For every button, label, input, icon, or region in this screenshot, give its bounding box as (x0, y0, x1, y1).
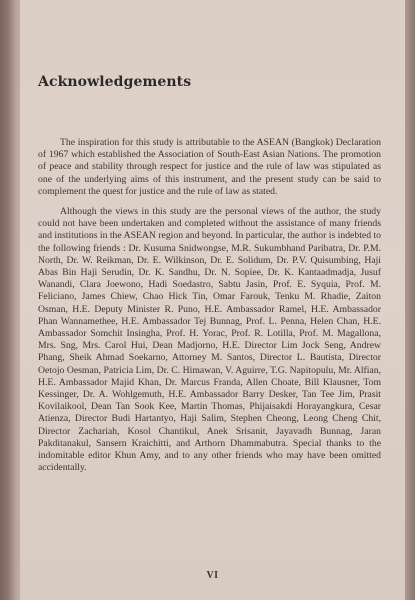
paragraph-inspiration: The inspiration for this study is attributable to the ASEAN (Bangkok) Declaration of 1967 which established the Association of South-East Asian Nations. The promotion of peace and stability through respect for justice and the rule of law was stipulated as one of the underlying aims of this instrument, and the present study can be said to complement the quest for justice and the rule of law as stated. (38, 137, 381, 197)
acknowledgements-body (38, 137, 381, 474)
page-heading: Acknowledgements (38, 74, 192, 90)
book-page (20, 0, 405, 600)
paragraph-thanks: Although the views in this study are the personal views of the author, the study could not have been undertaken and completed without the assistance of many friends and institutions in the ASEAN region and beyond. In particular, the author is indebted to the following friends : Dr. Kusuma Snidwongse, M.R. Sukumbhand Paribatra, Dr. P.M. North, Dr. W. Reikman, Dr. E. Wilkinson, Dr. E. Solidum, Dr. P.V. Quisumbing, Haji Abas Bin Haji Serudin, Dr. K. Sandhu, Dr. N. Sopiee, Dr. K. Kantaadmadja, Jusuf Wanandi, Clara Joewono, Hadi Soedastro, Sabtu Jasin, Prof. E. Syquia, Prof. M. Feliciano, James Chiew, Chao Hick Tin, Omar Farouk, Tenku M. Rhadie, Zaiton Osman, H.E. Deputy Minister R. Puno, H.E. Ambassador Ramel, H.E. Ambassador Phan Wannamethee, H.E. Ambassador Tej Bunnag, Prof. L. Penna, Helen Chan, H.E. Ambassador Somchit Insingha, Prof. H. Yorac, Prof. R. Lotilla, Prof. M. Magallona, Mrs. Sng, Mrs. Carol Hui, Dean Madjorno, H.E. Director Lim Jock Seng, Andrew Phang, Sheik Ahmad Soekarno, Attorney M. Santos, Director L. Bautista, Director Oetojo Oesman, Patricia Lim, Dr. C. Himawan, V. Aguirre, T.G. Napitopulu, Mr. Alfian, H.E. Ambassador Majid Khan, Dr. Marcus Franda, Allen Choate, Bill Klausner, Tom Kessinger, Dr. A. Wohlgemuth, H.E. Ambassador Barry Desker, Tan Tee Jim, Prasit Kovilaikool, Dean Tan Sook Kee, Martin Thomas, Phijaisakdi Horayangkura, Cesar Atienza, Director Budi Hartantyo, Haji Salim, Stephen Cheong, Leong Cheng Chit, Director Zachariah, Kosol Chantikul, Anek Srisanit, Jayavadh Bunnag, Jaran Pakditanakul, Sansern Kraichitti, and Arthorn Dhammabutra. Special thanks to the indomitable editor Khun Amy, and to any other friends who may have been omitted accidentally. (38, 206, 381, 474)
page-number: VI (206, 570, 219, 581)
